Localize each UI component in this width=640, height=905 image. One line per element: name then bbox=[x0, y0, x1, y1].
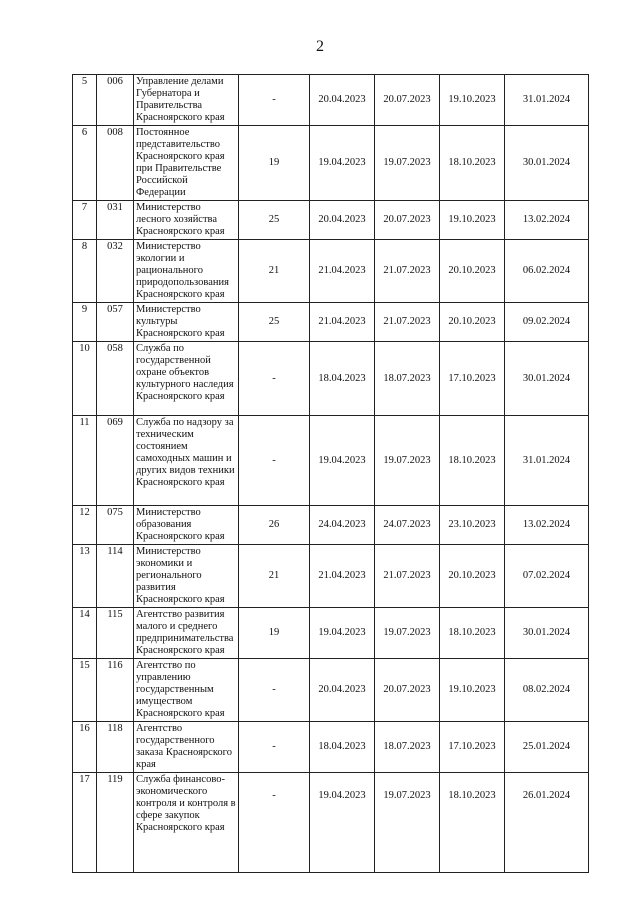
table-row bbox=[73, 773, 589, 873]
row-date-q3: 20.10.2023 bbox=[440, 303, 505, 342]
row-date-annual: 30.01.2024 bbox=[505, 126, 589, 201]
row-date-q2: 20.07.2023 bbox=[375, 75, 440, 126]
row-organization: Агентство развития малого и среднего предпринимательства Красноярского края bbox=[134, 608, 239, 659]
row-date-q2: 18.07.2023 bbox=[375, 342, 440, 416]
row-date-annual: 30.01.2024 bbox=[505, 342, 589, 416]
row-code: 115 bbox=[97, 608, 134, 659]
row-code: 069 bbox=[97, 416, 134, 506]
row-date-q3: 18.10.2023 bbox=[440, 773, 505, 873]
row-organization: Министерство образования Красноярского края bbox=[134, 506, 239, 545]
row-code: 008 bbox=[97, 126, 134, 201]
row-code: 032 bbox=[97, 240, 134, 303]
row-number: 12 bbox=[73, 506, 97, 545]
row-number: 10 bbox=[73, 342, 97, 416]
row-number: 6 bbox=[73, 126, 97, 201]
schedule-table-body bbox=[73, 75, 589, 873]
table-row bbox=[73, 506, 589, 545]
row-date-annual: 30.01.2024 bbox=[505, 608, 589, 659]
row-count: - bbox=[239, 342, 310, 416]
row-date-annual: 31.01.2024 bbox=[505, 416, 589, 506]
row-date-q3: 19.10.2023 bbox=[440, 201, 505, 240]
row-organization: Служба по государственной охране объектов культурного наследия Красноярского края bbox=[134, 342, 239, 416]
row-date-q1: 19.04.2023 bbox=[310, 416, 375, 506]
row-organization: Министерство экономики и регионального развития Красноярского края bbox=[134, 545, 239, 608]
row-date-annual: 08.02.2024 bbox=[505, 659, 589, 722]
row-date-q2: 19.07.2023 bbox=[375, 416, 440, 506]
table-row bbox=[73, 722, 589, 773]
table-row bbox=[73, 126, 589, 201]
row-organization: Министерство культуры Красноярского края bbox=[134, 303, 239, 342]
row-count: 19 bbox=[239, 126, 310, 201]
row-date-q1: 20.04.2023 bbox=[310, 75, 375, 126]
row-date-q1: 20.04.2023 bbox=[310, 201, 375, 240]
row-code: 058 bbox=[97, 342, 134, 416]
row-date-q2: 21.07.2023 bbox=[375, 240, 440, 303]
row-number: 15 bbox=[73, 659, 97, 722]
row-date-q3: 20.10.2023 bbox=[440, 240, 505, 303]
row-date-q2: 19.07.2023 bbox=[375, 608, 440, 659]
row-date-q3: 19.10.2023 bbox=[440, 659, 505, 722]
row-date-q2: 18.07.2023 bbox=[375, 722, 440, 773]
table-row bbox=[73, 608, 589, 659]
schedule-table bbox=[72, 74, 589, 873]
row-organization: Министерство лесного хозяйства Красноярского края bbox=[134, 201, 239, 240]
row-date-q1: 18.04.2023 bbox=[310, 722, 375, 773]
row-count: 19 bbox=[239, 608, 310, 659]
row-count: 25 bbox=[239, 201, 310, 240]
row-date-q1: 21.04.2023 bbox=[310, 545, 375, 608]
row-code: 031 bbox=[97, 201, 134, 240]
row-date-q1: 19.04.2023 bbox=[310, 608, 375, 659]
table-row bbox=[73, 240, 589, 303]
row-organization: Служба финансово-экономического контроля и контроля в сфере закупок Красноярского края bbox=[134, 773, 239, 873]
row-date-q1: 18.04.2023 bbox=[310, 342, 375, 416]
row-number: 9 bbox=[73, 303, 97, 342]
row-date-q2: 24.07.2023 bbox=[375, 506, 440, 545]
table-row bbox=[73, 303, 589, 342]
row-date-q1: 21.04.2023 bbox=[310, 240, 375, 303]
row-number: 13 bbox=[73, 545, 97, 608]
row-organization: Агентство по управлению государственным имуществом Красноярского края bbox=[134, 659, 239, 722]
row-date-annual: 09.02.2024 bbox=[505, 303, 589, 342]
row-code: 057 bbox=[97, 303, 134, 342]
row-date-q2: 19.07.2023 bbox=[375, 773, 440, 873]
row-date-q3: 17.10.2023 bbox=[440, 342, 505, 416]
row-date-q3: 18.10.2023 bbox=[440, 608, 505, 659]
row-code: 006 bbox=[97, 75, 134, 126]
row-date-annual: 06.02.2024 bbox=[505, 240, 589, 303]
page-number: 2 bbox=[316, 38, 324, 55]
row-date-q1: 19.04.2023 bbox=[310, 773, 375, 873]
table-row bbox=[73, 201, 589, 240]
row-code: 119 bbox=[97, 773, 134, 873]
row-count: 26 bbox=[239, 506, 310, 545]
row-date-annual: 13.02.2024 bbox=[505, 506, 589, 545]
table-row bbox=[73, 659, 589, 722]
table-row bbox=[73, 545, 589, 608]
row-organization: Агентство государственного заказа Красноярского края bbox=[134, 722, 239, 773]
row-date-q3: 20.10.2023 bbox=[440, 545, 505, 608]
row-date-q3: 19.10.2023 bbox=[440, 75, 505, 126]
row-count: - bbox=[239, 773, 310, 873]
row-organization: Управление делами Губернатора и Правительства Красноярского края bbox=[134, 75, 239, 126]
row-number: 17 bbox=[73, 773, 97, 873]
row-code: 118 bbox=[97, 722, 134, 773]
row-date-q2: 20.07.2023 bbox=[375, 201, 440, 240]
row-count: 21 bbox=[239, 545, 310, 608]
row-date-q2: 19.07.2023 bbox=[375, 126, 440, 201]
row-date-q3: 17.10.2023 bbox=[440, 722, 505, 773]
row-organization: Постоянное представительство Красноярского края при Правительстве Российской Федерации bbox=[134, 126, 239, 201]
row-date-q1: 24.04.2023 bbox=[310, 506, 375, 545]
row-code: 114 bbox=[97, 545, 134, 608]
row-code: 116 bbox=[97, 659, 134, 722]
row-count: 21 bbox=[239, 240, 310, 303]
row-number: 16 bbox=[73, 722, 97, 773]
row-count: - bbox=[239, 416, 310, 506]
row-date-annual: 07.02.2024 bbox=[505, 545, 589, 608]
row-date-q3: 23.10.2023 bbox=[440, 506, 505, 545]
row-number: 8 bbox=[73, 240, 97, 303]
row-date-q1: 20.04.2023 bbox=[310, 659, 375, 722]
row-organization: Служба по надзору за техническим состоянием самоходных машин и других видов техники Красноярского края bbox=[134, 416, 239, 506]
row-date-q3: 18.10.2023 bbox=[440, 126, 505, 201]
row-number: 11 bbox=[73, 416, 97, 506]
row-date-annual: 13.02.2024 bbox=[505, 201, 589, 240]
row-organization: Министерство экологии и рационального природопользования Красноярского края bbox=[134, 240, 239, 303]
row-count: - bbox=[239, 722, 310, 773]
table-row bbox=[73, 75, 589, 126]
row-date-annual: 31.01.2024 bbox=[505, 75, 589, 126]
table-row bbox=[73, 342, 589, 416]
row-date-annual: 25.01.2024 bbox=[505, 722, 589, 773]
row-count: 25 bbox=[239, 303, 310, 342]
row-date-annual: 26.01.2024 bbox=[505, 773, 589, 873]
row-count: - bbox=[239, 659, 310, 722]
row-number: 7 bbox=[73, 201, 97, 240]
row-code: 075 bbox=[97, 506, 134, 545]
row-date-q2: 21.07.2023 bbox=[375, 545, 440, 608]
row-date-q2: 21.07.2023 bbox=[375, 303, 440, 342]
table-row bbox=[73, 416, 589, 506]
row-count: - bbox=[239, 75, 310, 126]
row-number: 5 bbox=[73, 75, 97, 126]
row-date-q1: 21.04.2023 bbox=[310, 303, 375, 342]
row-date-q2: 20.07.2023 bbox=[375, 659, 440, 722]
row-date-q3: 18.10.2023 bbox=[440, 416, 505, 506]
row-number: 14 bbox=[73, 608, 97, 659]
row-date-q1: 19.04.2023 bbox=[310, 126, 375, 201]
